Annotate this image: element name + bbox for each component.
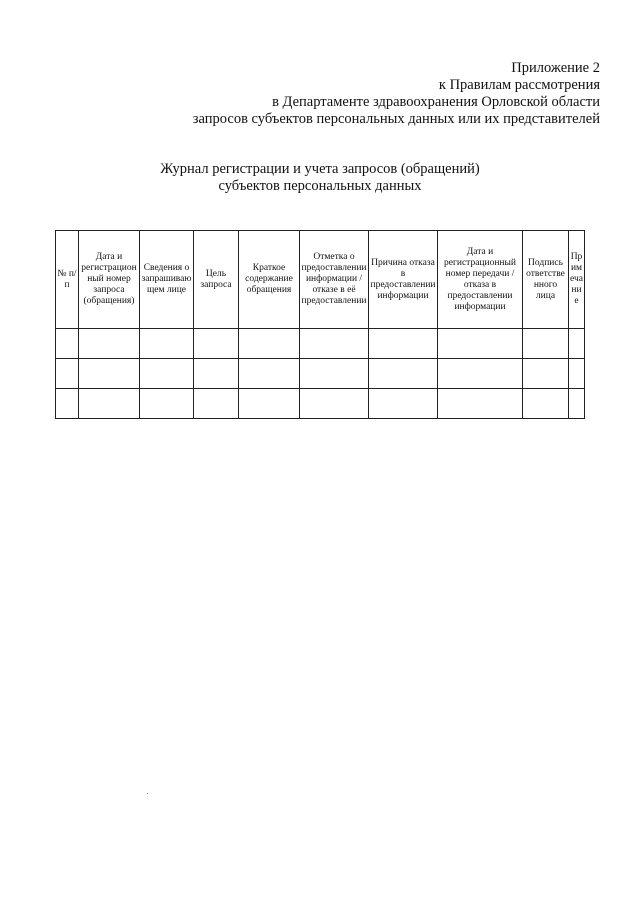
journal-table (55, 230, 585, 419)
column-header-refusal-reason: Причина отказа в предоставлении информации (369, 231, 438, 329)
column-header-signature: Подпись ответственного лица (523, 231, 569, 329)
table-cell (523, 359, 569, 389)
table-row (56, 389, 585, 419)
journal-table-body (56, 329, 585, 419)
table-cell (56, 359, 79, 389)
table-cell (438, 359, 523, 389)
appendix-number: Приложение 2 (511, 60, 600, 76)
table-cell (523, 389, 569, 419)
column-header-date-regnum: Дата и регистрационный номер запроса (обращения) (79, 231, 140, 329)
journal-table-header-row (56, 231, 585, 329)
table-cell (369, 359, 438, 389)
table-cell (194, 389, 239, 419)
table-cell (438, 329, 523, 359)
table-cell (194, 359, 239, 389)
column-header-transfer-date: Дата и регистрационный номер передачи / отказа в предоставлении информации (438, 231, 523, 329)
table-cell (523, 329, 569, 359)
document-title (0, 161, 640, 195)
table-row (56, 359, 585, 389)
table-cell (438, 389, 523, 419)
scan-artifact (147, 793, 148, 794)
column-header-number: № п/п (56, 231, 79, 329)
table-cell (300, 359, 369, 389)
table-cell (79, 359, 140, 389)
document-title-line-1: Журнал регистрации и учета запросов (обращений) (160, 161, 480, 177)
table-cell (369, 389, 438, 419)
table-cell (56, 329, 79, 359)
document-title-line-2: субъектов персональных данных (218, 178, 422, 194)
column-header-provision-mark: Отметка о предоставлении информации / отказе в её предоставлении (300, 231, 369, 329)
table-cell (140, 329, 194, 359)
appendix-reference-line-1: к Правилам рассмотрения (438, 77, 600, 93)
table-cell (239, 359, 300, 389)
table-cell (369, 329, 438, 359)
table-cell (194, 329, 239, 359)
column-header-requester-info: Сведения о запрашивающем лице (140, 231, 194, 329)
table-cell (140, 359, 194, 389)
appendix-reference-line-3: запросов субъектов персональных данных или их представителей (192, 111, 600, 127)
column-header-purpose: Цель запроса (194, 231, 239, 329)
table-cell (569, 329, 585, 359)
column-header-summary: Краткое содержание обращения (239, 231, 300, 329)
table-cell (140, 389, 194, 419)
table-cell (79, 389, 140, 419)
table-cell (300, 329, 369, 359)
table-cell (300, 389, 369, 419)
table-cell (569, 389, 585, 419)
table-cell (56, 389, 79, 419)
table-row (56, 329, 585, 359)
table-cell (79, 329, 140, 359)
table-cell (569, 359, 585, 389)
appendix-header (140, 60, 600, 128)
column-header-note: Примечание (569, 231, 585, 329)
table-cell (239, 329, 300, 359)
table-cell (239, 389, 300, 419)
appendix-reference-line-2: в Департаменте здравоохранения Орловской области (272, 94, 600, 110)
